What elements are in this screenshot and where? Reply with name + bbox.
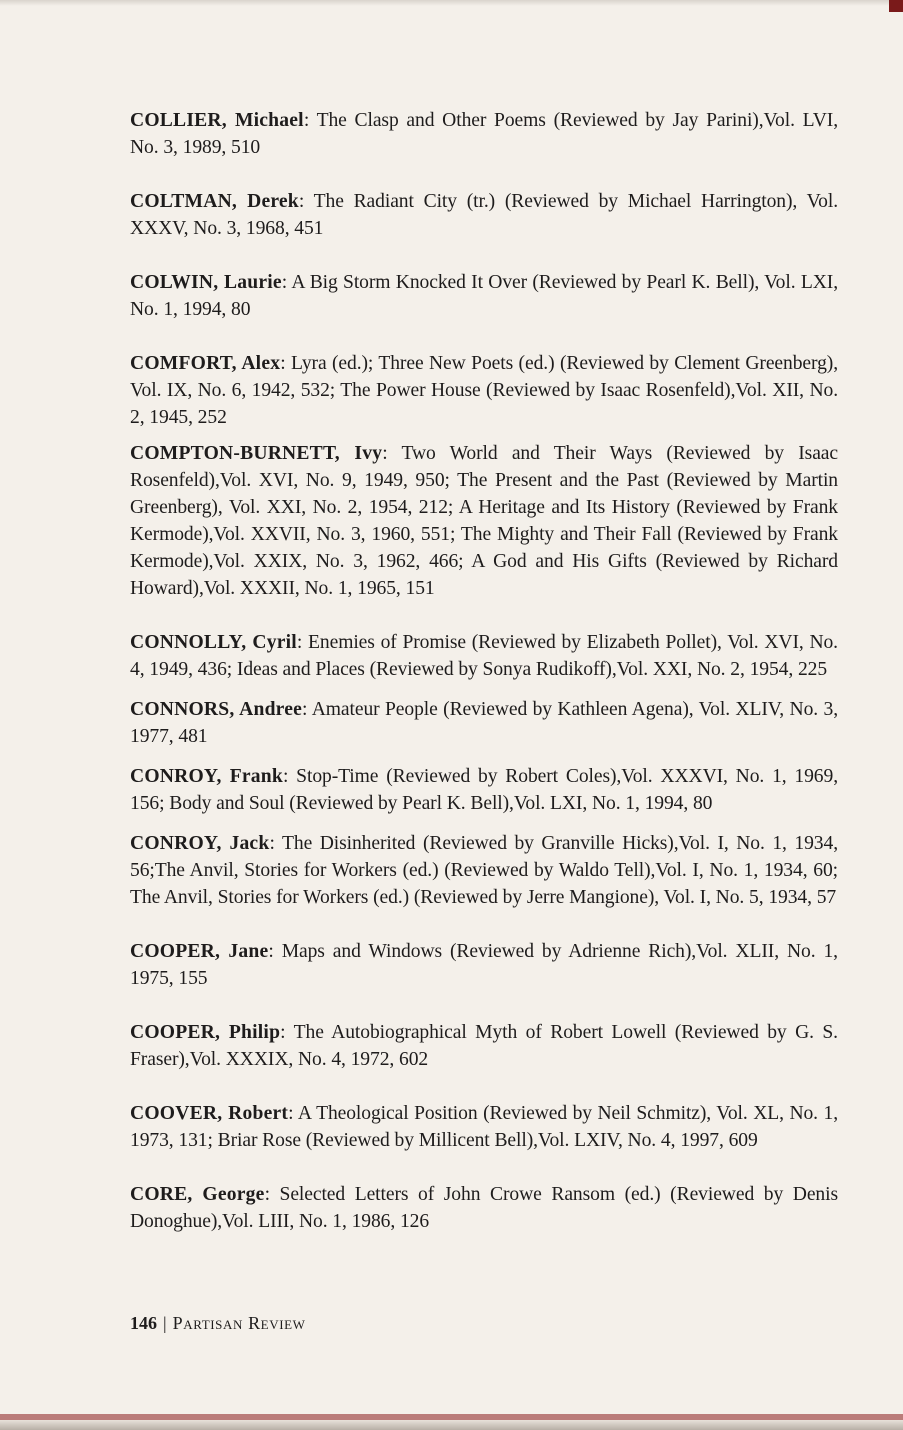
- entry-text: The Autobiographical Myth of Robert Lowell (Reviewed by G. S. Fraser),Vol. XXXIX, No. 4, 1972, 602: [130, 1022, 838, 1070]
- index-entry: COLTMAN, Derek: The Radiant City (tr.) (Reviewed by Michael Harrington), Vol. XXXV, No. 3, 1968, 451: [130, 191, 839, 239]
- page-bottom-edge: [0, 1420, 903, 1430]
- entry-name: CONROY, Frank: [130, 766, 283, 787]
- page-top-edge: [0, 0, 903, 6]
- index-entry: COLWIN, Laurie: A Big Storm Knocked It Over (Reviewed by Pearl K. Bell), Vol. LXI, No. 1, 1994, 80: [130, 272, 839, 320]
- entry-text: Enemies of Promise (Reviewed by Elizabeth Pollet), Vol. XVI, No. 4, 1949, 436; Ideas and Places (Reviewed by Sonya Rudikoff),Vol. XXI, No. 2, 1954, 225: [130, 632, 838, 680]
- index-entry: COLLIER, Michael: The Clasp and Other Poems (Reviewed by Jay Parini),Vol. LVI, No. 3, 1989, 510: [130, 110, 838, 158]
- entry-text: Two World and Their Ways (Reviewed by Isaac Rosenfeld),Vol. XVI, No. 9, 1949, 950; The Present and the Past (Reviewed by Martin Greenberg), Vol. XXI, No. 2, 1954, 212; A Heritage and Its History (Reviewed by Frank Kermode),Vol. XXVII, No. 3, 1960, 551; The Mighty and Their Fall (Reviewed by Frank Kermode),Vol. XXIX, No. 3, 1962, 466; A God and His Gifts (Reviewed by Richard Howard),Vol. XXXII, No. 1, 1965, 151: [130, 443, 838, 599]
- entry-name: CONROY, Jack: [130, 833, 270, 854]
- entry-name: COMFORT, Alex: [130, 353, 281, 374]
- entry-text: The Clasp and Other Poems (Reviewed by Jay Parini),Vol. LVI, No. 3, 1989, 510: [130, 110, 838, 158]
- entry-text: A Theological Position (Reviewed by Neil Schmitz), Vol. XL, No. 1, 1973, 131; Briar Rose (Reviewed by Millicent Bell),Vol. LXIV, No. 4, 1997, 609: [130, 1103, 839, 1151]
- index-entry: COOPER, Jane: Maps and Windows (Reviewed by Adrienne Rich),Vol. XLII, No. 1, 1975, 155: [130, 941, 838, 989]
- index-entry: CONROY, Jack: The Disinherited (Reviewed by Granville Hicks),Vol. I, No. 1, 1934, 56;The Anvil, Stories for Workers (ed.) (Reviewed by Waldo Tell),Vol. I, No. 1, 1934, 60; The Anvil, Stories for Workers (ed.) (Reviewed by Jerre Mangione), Vol. I, No. 5, 1934, 57: [130, 833, 838, 908]
- page-number: 146: [130, 1313, 157, 1333]
- index-entry: CONROY, Frank: Stop-Time (Reviewed by Robert Coles),Vol. XXXVI, No. 1, 1969, 156; Body and Soul (Reviewed by Pearl K. Bell),Vol. LXI, No. 1, 1994, 80: [130, 766, 838, 814]
- entry-name: COLLIER, Michael: [130, 110, 304, 131]
- entry-text: Selected Letters of John Crowe Ransom (ed.) (Reviewed by Denis Donoghue),Vol. LIII, No. 1, 1986, 126: [130, 1184, 838, 1232]
- index-entry: CORE, George: Selected Letters of John Crowe Ransom (ed.) (Reviewed by Denis Donoghue),Vol. LIII, No. 1, 1986, 126: [130, 1184, 838, 1232]
- page-footer: [130, 1311, 306, 1335]
- entry-text: The Radiant City (tr.) (Reviewed by Michael Harrington), Vol. XXXV, No. 3, 1968, 451: [130, 191, 839, 239]
- index-entry: COMPTON-BURNETT, Ivy: Two World and Their Ways (Reviewed by Isaac Rosenfeld),Vol. XVI, No. 9, 1949, 950; The Present and the Past (Reviewed by Martin Greenberg), Vol. XXI, No. 2, 1954, 212; A Heritage and Its History (Reviewed by Frank Kermode),Vol. XXVII, No. 3, 1960, 551; The Mighty and Their Fall (Reviewed by Frank Kermode),Vol. XXIX, No. 3, 1962, 466; A God and His Gifts (Reviewed by Richard Howard),Vol. XXXII, No. 1, 1965, 151: [130, 443, 838, 599]
- entry-name: COOPER, Jane: [130, 941, 269, 962]
- entry-text: Amateur People (Reviewed by Kathleen Agena), Vol. XLIV, No. 3, 1977, 481: [130, 699, 839, 747]
- entry-text: Maps and Windows (Reviewed by Adrienne Rich),Vol. XLII, No. 1, 1975, 155: [130, 941, 838, 989]
- index-entry: CONNOLLY, Cyril: Enemies of Promise (Reviewed by Elizabeth Pollet), Vol. XVI, No. 4, 1949, 436; Ideas and Places (Reviewed by Sonya Rudikoff),Vol. XXI, No. 2, 1954, 225: [130, 632, 838, 680]
- corner-tab: [889, 0, 903, 12]
- entry-name: CONNOLLY, Cyril: [130, 632, 297, 653]
- index-entry: COOPER, Philip: The Autobiographical Myth of Robert Lowell (Reviewed by G. S. Fraser),Vol. XXXIX, No. 4, 1972, 602: [130, 1022, 838, 1070]
- entry-text: Stop-Time (Reviewed by Robert Coles),Vol. XXXVI, No. 1, 1969, 156; Body and Soul (Reviewed by Pearl K. Bell),Vol. LXI, No. 1, 1994, 80: [130, 766, 838, 814]
- entry-name: CORE, George: [130, 1184, 265, 1205]
- entry-name: COMPTON-BURNETT, Ivy: [130, 443, 383, 464]
- footer-separator: |: [163, 1313, 167, 1333]
- entry-name: COLWIN, Laurie: [130, 272, 282, 293]
- index-entry: COMFORT, Alex: Lyra (ed.); Three New Poets (ed.) (Reviewed by Clement Greenberg), Vol. IX, No. 6, 1942, 532; The Power House (Reviewed by Isaac Rosenfeld),Vol. XII, No. 2, 1945, 252: [130, 353, 838, 428]
- entry-text: The Disinherited (Reviewed by Granville Hicks),Vol. I, No. 1, 1934, 56;The Anvil, Stories for Workers (ed.) (Reviewed by Waldo Tell),Vol. I, No. 1, 1934, 60; The Anvil, Stories for Workers (ed.) (Reviewed by Jerre Mangione), Vol. I, No. 5, 1934, 57: [130, 833, 838, 908]
- entry-name: COLTMAN, Derek: [130, 191, 299, 212]
- journal-title: Partisan Review: [172, 1313, 306, 1333]
- entry-text: Lyra (ed.); Three New Poets (ed.) (Reviewed by Clement Greenberg), Vol. IX, No. 6, 1942, 532; The Power House (Reviewed by Isaac Rosenfeld),Vol. XII, No. 2, 1945, 252: [130, 353, 838, 428]
- entry-name: COOVER, Robert: [130, 1103, 289, 1124]
- index-entry: COOVER, Robert: A Theological Position (Reviewed by Neil Schmitz), Vol. XL, No. 1, 1973, 131; Briar Rose (Reviewed by Millicent Bell),Vol. LXIV, No. 4, 1997, 609: [130, 1103, 839, 1151]
- entry-name: COOPER, Philip: [130, 1022, 281, 1043]
- index-entry: CONNORS, Andree: Amateur People (Reviewed by Kathleen Agena), Vol. XLIV, No. 3, 1977, 481: [130, 699, 839, 747]
- entry-text: A Big Storm Knocked It Over (Reviewed by Pearl K. Bell), Vol. LXI, No. 1, 1994, 80: [130, 272, 839, 320]
- entry-name: CONNORS, Andree: [130, 699, 303, 720]
- index-entries: [130, 107, 838, 1235]
